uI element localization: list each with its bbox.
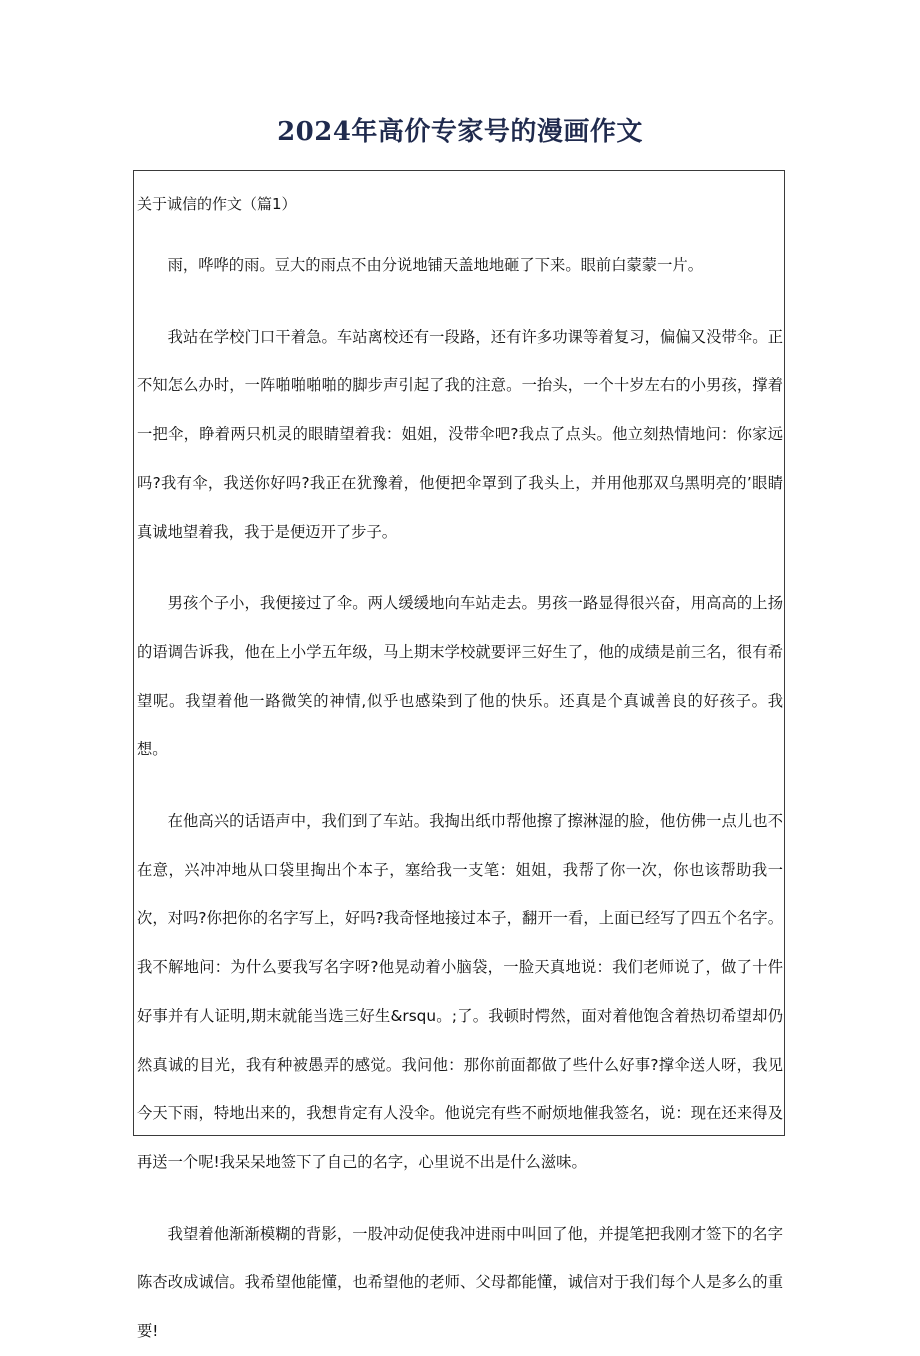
paragraph-4: 在他高兴的话语声中，我们到了车站。我掏出纸巾帮他擦了擦淋湿的脸，他仿佛一点儿也不在意，兴冲冲地从口袋里掏出个本子，塞给我一支笔：姐姐，我帮了你一次，你也该帮助我一次，对吗?你把你的名字写上，好吗?我奇怪地接过本子，翻开一看，上面已经写了四五个名字。我不解地问：为什么要我写名字呀?他晃动着小脑袋，一脸天真地说：我们老师说了，做了十件好事并有人证明,期末就能当选三好生&rsqu。;了。我顿时愕然，面对着他饱含着热切希望却仍然真诚的目光，我有种被愚弄的感觉。我问他：那你前面都做了些什么好事?撑伞送人呀，我见今天下雨，特地出来的，我想肯定有人没伞。他说完有些不耐烦地催我签名，说：现在还来得及再送一个呢!我呆呆地签下了自己的名字，心里说不出是什么滋味。 (137, 812, 783, 1171)
document-title: 2024年高价专家号的漫画作文 (277, 117, 643, 147)
paragraph-3: 男孩个子小，我便接过了伞。两人缓缓地向车站走去。男孩一路显得很兴奋，用高高的上扬的语调告诉我，他在上小学五年级，马上期末学校就要评三好生了，他的成绩是前三名，很有希望呢。我望着他一路微笑的神情,似乎也感染到了他的快乐。还真是个真诚善良的好孩子。我想。 (137, 594, 783, 759)
paragraph-1: 雨，哗哗的雨。豆大的雨点不由分说地铺天盖地地砸了下来。眼前白蒙蒙一片。 (167, 256, 703, 274)
content-frame (133, 170, 785, 1341)
paragraph-2: 我站在学校门口干着急。车站离校还有一段路，还有许多功课等着复习，偏偏又没带伞。正不知怎么办时，一阵啪啪啪啪的脚步声引起了我的注意。一抬头，一个十岁左右的小男孩，撑着一把伞，睁着两只机灵的眼睛望着我：姐姐，没带伞吧?我点了点头。他立刻热情地问：你家远吗?我有伞，我送你好吗?我正在犹豫着，他便把伞罩到了我头上，并用他那双乌黑明亮的’眼睛真诚地望着我，我于是便迈开了步子。 (137, 327, 783, 541)
paragraph-5: 我望着他渐渐模糊的背影，一股冲动促使我冲进雨中叫回了他，并提笔把我刚才签下的名字陈杏改成诚信。我希望他能懂，也希望他的老师、父母都能懂，诚信对于我们每个人是多么的重要! (137, 1224, 783, 1341)
essay-body (137, 241, 783, 1356)
section-heading: 关于诚信的作文（篇1） (137, 195, 297, 213)
